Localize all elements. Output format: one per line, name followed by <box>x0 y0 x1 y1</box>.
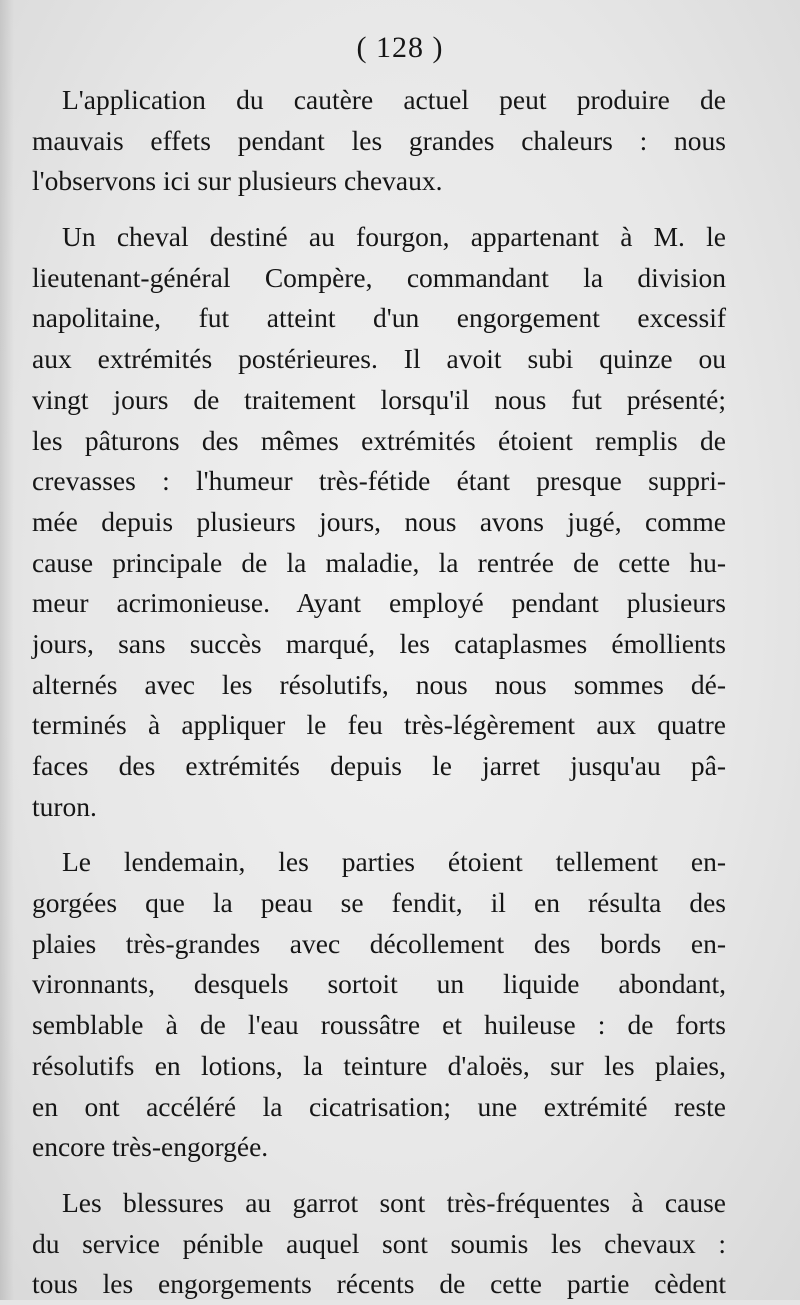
body-text <box>32 80 726 1305</box>
paragraph-3 <box>32 842 726 1168</box>
text-line: encore très-engorgée. <box>32 1131 269 1163</box>
text-line: meur acrimonieuse. Ayant employé pendant plusieurs <box>32 587 726 619</box>
text-line: turon. <box>32 790 97 822</box>
text-line: lieutenant-général Compère, commandant la division <box>32 261 726 293</box>
text-line: mée depuis plusieurs jours, nous avons jugé, comme <box>32 505 726 537</box>
text-line: en ont accéléré la cicatrisation; une extrémité reste <box>32 1090 726 1122</box>
text-line: gorgées que la peau se fendit, il en résulta des <box>32 887 726 919</box>
text-line: L'application du cautère actuel peut produire de <box>62 84 726 115</box>
text-line: les pâturons des mêmes extrémités étoient remplis de <box>32 424 726 456</box>
page-edge-shadow <box>0 0 14 1300</box>
text-line: Un cheval destiné au fourgon, appartenant à M. le <box>62 221 726 253</box>
page-number: ( 128 ) <box>356 31 444 64</box>
text-line: alternés avec les résolutifs, nous nous sommes dé- <box>32 668 726 700</box>
text-line: vironnants, desquels sortoit un liquide abondant, <box>32 968 726 1000</box>
text-line: mauvais effets pendant les grandes chaleurs : nous <box>32 124 726 156</box>
paragraph-1 <box>32 80 726 202</box>
text-line: Le lendemain, les parties étoient tellement en- <box>62 846 726 878</box>
text-line: napolitaine, fut atteint d'un engorgement excessif <box>32 302 726 334</box>
paragraph-2 <box>32 217 726 827</box>
text-line: l'observons ici sur plusieurs chevaux. <box>32 165 443 197</box>
text-line: cause principale de la maladie, la rentrée de cette hu- <box>32 546 726 578</box>
text-line: tous les engorgements récents de cette partie cèdent <box>32 1268 726 1300</box>
text-line: terminés à appliquer le feu très-légèrement aux quatre <box>32 709 726 741</box>
text-line: aux extrémités postérieures. Il avoit subi quinze ou <box>32 343 726 375</box>
text-line: vingt jours de traitement lorsqu'il nous fut présenté; <box>32 383 726 415</box>
text-line: plaies très-grandes avec décollement des bords en- <box>32 927 726 959</box>
text-line: jours, sans succès marqué, les cataplasmes émollients <box>32 627 726 659</box>
paragraph-4 <box>32 1183 726 1305</box>
text-line: crevasses : l'humeur très-fétide étant presque suppri- <box>32 465 726 497</box>
text-line: semblable à de l'eau roussâtre et huileuse : de forts <box>32 1009 726 1041</box>
text-line: du service pénible auquel sont soumis les chevaux : <box>32 1227 726 1259</box>
text-line: faces des extrémités depuis le jarret jusqu'au pâ- <box>32 750 726 781</box>
text-line: Les blessures au garrot sont très-fréquentes à cause <box>62 1186 726 1218</box>
text-line: résolutifs en lotions, la teinture d'aloës, sur les plaies, <box>32 1049 726 1081</box>
